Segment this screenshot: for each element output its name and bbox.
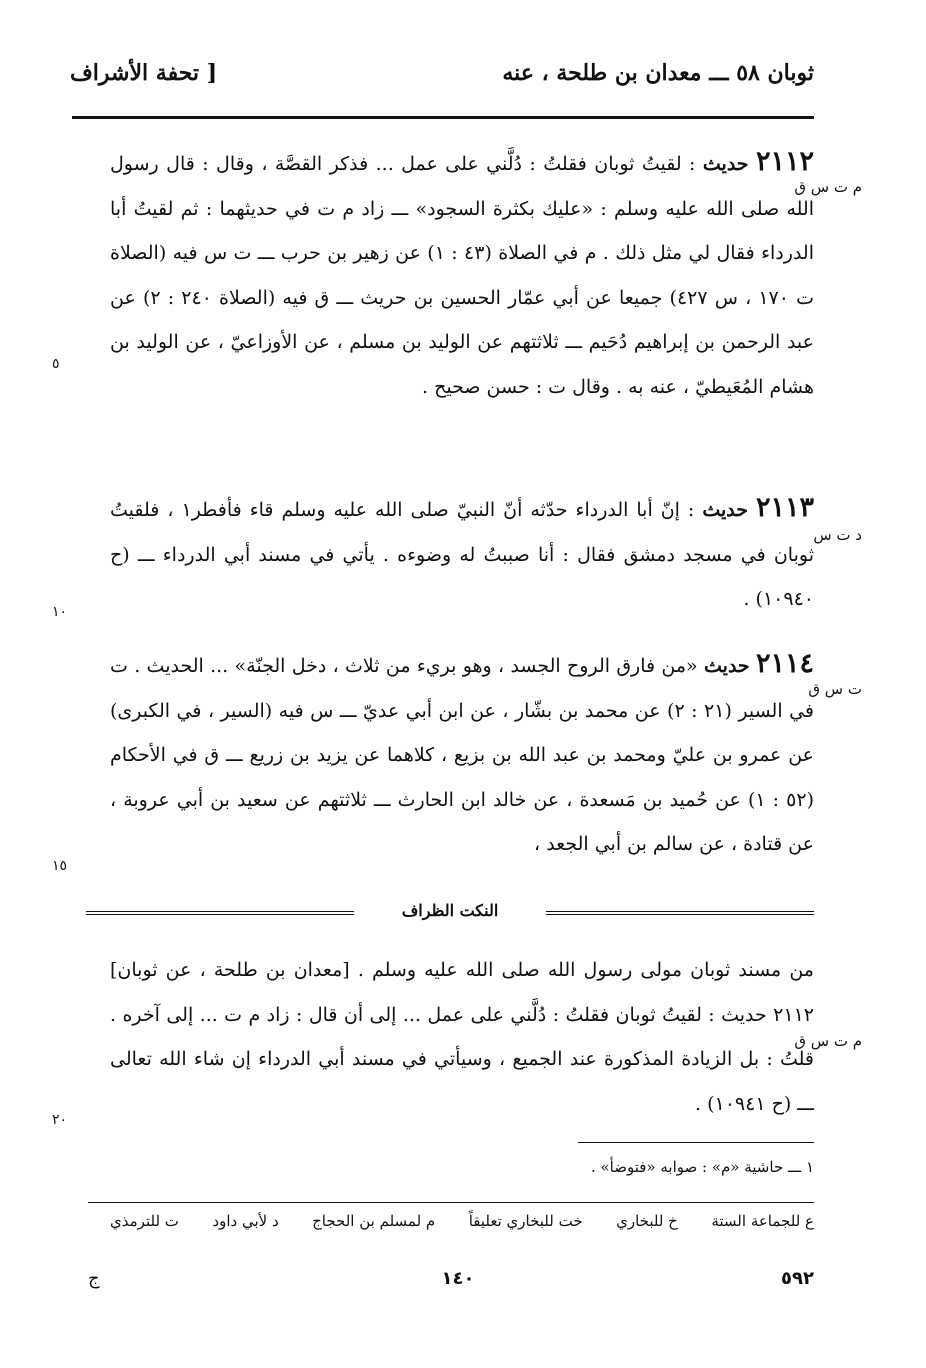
entry-keyword: حديث	[704, 655, 750, 677]
header-book-title: [ تحفة الأشراف	[70, 60, 218, 86]
entry-number: ٢١١٣	[755, 492, 814, 523]
page-number: ٥٩٢	[781, 1268, 814, 1289]
footnote: ١ ـــ حاشية «م» : صوابه «فتوضأ» .	[590, 1158, 814, 1176]
volume-mark: ج	[88, 1268, 100, 1289]
running-header	[70, 56, 814, 100]
line-number: ٢٠	[52, 1112, 68, 1128]
notes-heading: النكت الظراف	[401, 901, 499, 920]
hadith-entry-2114	[110, 642, 814, 867]
line-number: ٥	[52, 356, 60, 372]
entry-sigla: د ت س	[813, 526, 862, 544]
legend-item: د لأبي داود	[212, 1212, 279, 1230]
legend-item: ت للترمذي	[110, 1212, 179, 1230]
entry-text: «من فارق الروح الجسد ، وهو بريء من ثلاث ، دخل الجنّة» ... الحديث . ت في السير (٢١ : ٢) عن محمد بن بشّار ، عن ابن أبي عديّ ـــ س فيه (السير ، في الكبرى) عن عمرو بن عليّ ومحمد بن عبد الله بن بزيع ، كلاهما عن يزيد بن زريع ـــ ق في الأحكام (٥٢ : ١) عن حُميد بن مَسعدة ، عن خالد ابن الحارث ـــ ثلاثتهم عن سعيد بن أبي عروبة ، عن قتادة ، عن سالم بن أبي الجعد ،	[110, 655, 814, 855]
entry-text: : إنّ أبا الدرداء حدّثه أنّ النبيّ صلى الله عليه وسلم قاء فأفطر١ ، فلقيتُ ثوبان في مسجد دمشق فقال : أنا صببتُ له وضوءه . يأتي في مسند أبي الدرداء ـــ (ح ١٠٩٤٠) .	[110, 499, 814, 610]
hadith-entry-2113	[110, 486, 814, 622]
entry-keyword: حديث	[702, 153, 749, 175]
entry-sigla: ت س ق	[808, 680, 862, 698]
siglum-legend	[110, 1212, 814, 1230]
notes-sigla: م ت س ق	[794, 1032, 862, 1050]
legend-rule	[88, 1202, 814, 1203]
hadith-entry-2112	[110, 140, 814, 409]
legend-item: خت للبخاري تعليقاً	[468, 1212, 583, 1230]
legend-item: م لمسلم بن الحجاج	[312, 1212, 436, 1230]
entry-text: : لقيتُ ثوبان فقلتُ : دُلَّني على عمل ... فذكر القصَّة ، وقال : قال رسول الله صلى الله عليه وسلم : «عليك بكثرة السجود» ـــ زاد م ت في حديثهما : ثم لقيتُ أبا الدرداء فقال لي مثل ذلك . م في الصلاة (٤٣ : ١) عن زهير بن حرب ـــ ت س فيه (الصلاة ت ١٧٠ ، س ٤٢٧) جميعا عن أبي عمّار الحسين بن حريث ـــ ق فيه (الصلاة ٢٤٠ : ٢) عن عبد الرحمن بن إبراهيم دُحَيم ـــ ثلاثتهم عن الوليد بن مسلم ، عن الأوزاعيّ ، عن الوليد بن هشام المُعَيطيّ ، عنه به . وقال ت : حسن صحيح .	[110, 153, 814, 398]
page-footer	[88, 1268, 814, 1296]
line-number: ١٥	[52, 858, 68, 874]
entry-sigla: م ت س ق	[794, 178, 862, 196]
entry-keyword: حديث	[702, 499, 748, 521]
footnote-rule	[578, 1142, 814, 1143]
notes-text: من مسند ثوبان مولى رسول الله صلى الله عليه وسلم . [معدان بن طلحة ، عن ثوبان] ٢١١٢ حديث : لقيتُ ثوبان فقلتُ : دُلَّني على عمل ... إلى أن قال : زاد م ت ... إلى آخره . قلتُ : بل الزيادة المذكورة عند الجميع ، وسيأتي في مسند أبي الدرداء إن شاء الله تعالى ـــ (ح ١٠٩٤١) .	[110, 959, 814, 1115]
notes-divider	[86, 903, 814, 925]
entry-number: ٢١١٢	[755, 146, 814, 177]
signature-mark: ١٤٠	[441, 1268, 475, 1289]
legend-item: ع للجماعة الستة	[711, 1212, 814, 1230]
divider-rule-right	[546, 911, 814, 915]
entry-number: ٢١١٤	[755, 648, 814, 679]
divider-rule-left	[86, 911, 354, 915]
header-chapter-title: ثوبان ٥٨ ـــ معدان بن طلحة ، عنه	[502, 60, 814, 86]
line-number: ١٠	[52, 604, 68, 620]
header-rule	[72, 116, 814, 119]
legend-item: خ للبخاري	[616, 1212, 678, 1230]
